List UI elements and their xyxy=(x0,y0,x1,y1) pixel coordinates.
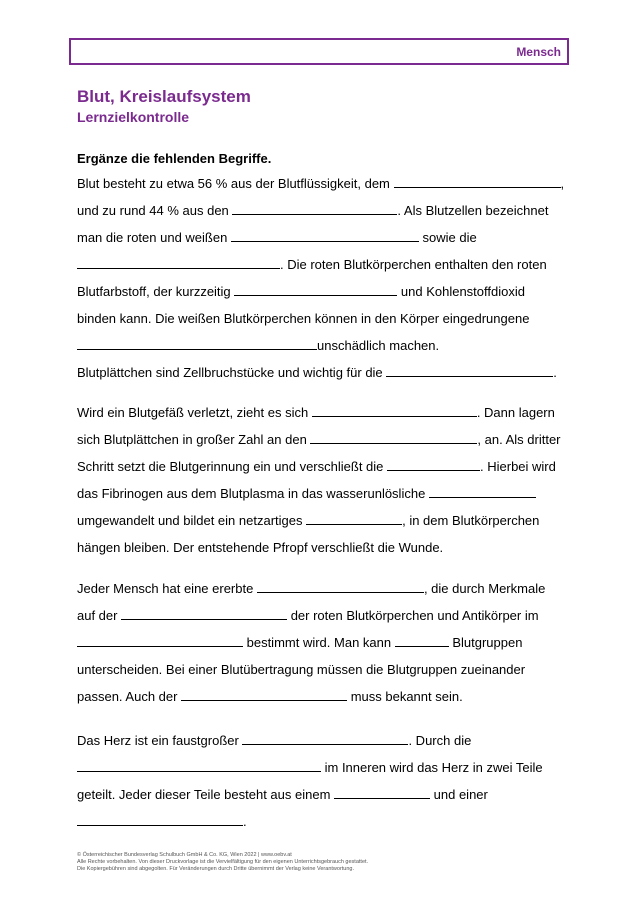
text-line: passen. Auch der muss bekannt sein. xyxy=(77,689,463,704)
footer-line: Alle Rechte vorbehalten. Von dieser Druckvorlage ist die Vervielfältigung für den eigenen Unterrichtsgebrauch gestattet. xyxy=(77,859,369,865)
text-line: geteilt. Jeder dieser Teile besteht aus einem und einer xyxy=(77,787,488,802)
blank-field[interactable] xyxy=(77,635,243,647)
text-line: Das Herz ist ein faustgroßer . Durch die xyxy=(77,733,472,748)
blank-field[interactable] xyxy=(77,814,243,826)
text-line: Wird ein Blutgefäß verletzt, zieht es sich . Dann lagern xyxy=(77,405,555,420)
text-line: und zu rund 44 % aus den . Als Blutzellen bezeichnet xyxy=(77,203,549,218)
copyright-footer xyxy=(77,852,368,873)
page-title: Blut, Kreislaufsystem xyxy=(77,87,251,106)
blank-field[interactable] xyxy=(234,284,397,296)
text-line: . Die roten Blutkörperchen enthalten den roten xyxy=(77,257,547,273)
text-line: . xyxy=(77,814,247,830)
text-line: auf der der roten Blutkörperchen und Antikörper im xyxy=(77,608,539,623)
text-line: unterscheiden. Bei einer Blutübertragung müssen die Blutgruppen zueinander xyxy=(77,662,526,677)
text-line: hängen bleiben. Der entstehende Pfropf verschließt die Wunde. xyxy=(77,540,444,555)
blank-field[interactable] xyxy=(77,760,321,772)
blank-field[interactable] xyxy=(387,459,480,471)
blank-field[interactable] xyxy=(394,176,561,188)
text-line: Blutplättchen sind Zellbruchstücke und wichtig für die . xyxy=(77,365,557,380)
blank-field[interactable] xyxy=(77,257,280,269)
blank-field[interactable] xyxy=(395,635,449,647)
footer-line: Die Kopiergebühren sind abgegolten. Für Veränderungen durch Dritte übernimmt der Verlag keine Verantwortung. xyxy=(77,866,355,872)
blank-field[interactable] xyxy=(334,787,430,799)
text-line: Schritt setzt die Blutgerinnung ein und verschließt die . Hierbei wird xyxy=(77,459,556,474)
text-line: unschädlich machen. xyxy=(77,338,439,354)
blank-field[interactable] xyxy=(257,581,424,593)
blank-field[interactable] xyxy=(312,405,477,417)
blank-field[interactable] xyxy=(306,513,402,525)
blank-field[interactable] xyxy=(386,365,553,377)
text-line: Blut besteht zu etwa 56 % aus der Blutflüssigkeit, dem , xyxy=(77,176,565,191)
blank-field[interactable] xyxy=(242,733,408,745)
blank-field[interactable] xyxy=(429,486,536,498)
header-box xyxy=(69,38,569,65)
footer-line: © Österreichischer Bundesverlag Schulbuch GmbH & Co. KG, Wien 2022 | www.oebv.at xyxy=(77,852,292,858)
blank-field[interactable] xyxy=(181,689,347,701)
blank-field[interactable] xyxy=(310,432,477,444)
text-line: das Fibrinogen aus dem Blutplasma in das wasserunlösliche xyxy=(77,486,536,502)
text-line: man die roten und weißen sowie die xyxy=(77,230,477,245)
page-subtitle: Lernzielkontrolle xyxy=(77,109,190,125)
text-line: Jeder Mensch hat eine ererbte , die durch Merkmale xyxy=(77,581,546,596)
blank-field[interactable] xyxy=(231,230,419,242)
subject-label: Mensch xyxy=(516,45,561,59)
text-line: bestimmt wird. Man kann Blutgruppen xyxy=(77,635,522,651)
blank-field[interactable] xyxy=(232,203,397,215)
text-line: binden kann. Die weißen Blutkörperchen können in den Körper eingedrungene xyxy=(77,311,530,326)
text-line: Blutfarbstoff, der kurzzeitig und Kohlenstoffdioxid xyxy=(77,284,525,299)
instruction: Ergänze die fehlenden Begriffe. xyxy=(77,151,272,166)
text-line: im Inneren wird das Herz in zwei Teile xyxy=(77,760,543,776)
text-line: sich Blutplättchen in großer Zahl an den , an. Als dritter xyxy=(77,432,561,447)
text-line: umgewandelt und bildet ein netzartiges , in dem Blutkörperchen xyxy=(77,513,540,528)
blank-field[interactable] xyxy=(77,338,317,350)
blank-field[interactable] xyxy=(121,608,287,620)
